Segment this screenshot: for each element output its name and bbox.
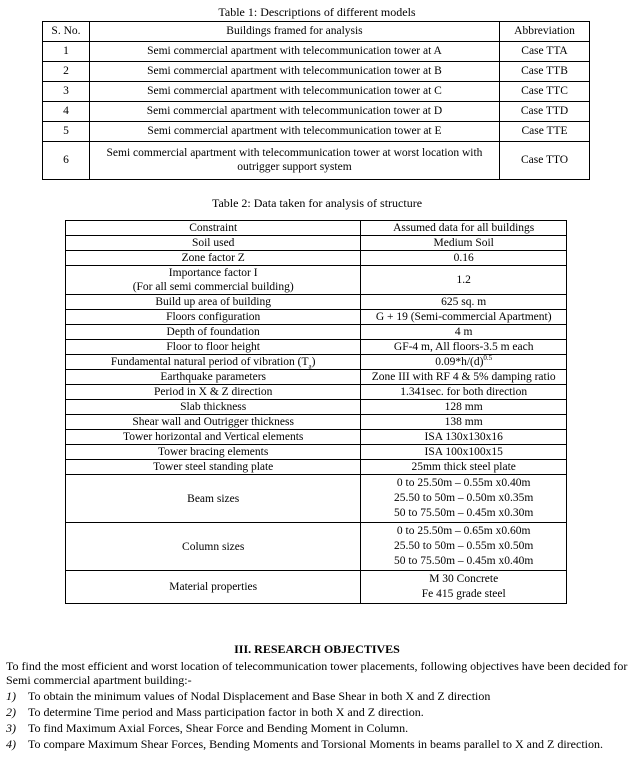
table-row (66, 523, 567, 571)
column-size-line: 25.50 to 50m – 0.55m x0.50m (394, 540, 534, 552)
value-cell: 138 mm (361, 415, 567, 430)
constraint-cell: Soil used (66, 236, 361, 251)
section-heading: III. RESEARCH OBJECTIVES (234, 642, 400, 656)
constraint-cell: Material properties (66, 571, 361, 604)
table-row (43, 122, 590, 142)
constraint-cell: Floor to floor height (66, 340, 361, 355)
constraint-cell: Slab thickness (66, 400, 361, 415)
header-sno: S. No. (43, 22, 90, 42)
table-row (43, 82, 590, 102)
value-cell: 625 sq. m (361, 295, 567, 310)
value-cell: 4 m (361, 325, 567, 340)
value-cell: ISA 100x100x15 (361, 445, 567, 460)
table-row (66, 385, 567, 400)
column-size-line: 0 to 25.50m – 0.65m x0.60m (396, 525, 531, 537)
item-number: 4) (6, 737, 16, 751)
header-assumed-data: Assumed data for all buildings (361, 221, 567, 236)
constraint-cell: Tower steel standing plate (66, 460, 361, 475)
value-cell: GF-4 m, All floors-3.5 m each (361, 340, 567, 355)
table-row (66, 340, 567, 355)
constraint-line: Importance factor I (168, 267, 258, 279)
row-description (89, 142, 499, 180)
constraint-cell: Depth of foundation (66, 325, 361, 340)
table-row (66, 251, 567, 266)
value-cell (361, 355, 567, 370)
table-row (66, 266, 567, 295)
row-description: Semi commercial apartment with telecommunication tower at C (89, 82, 499, 102)
row-abbreviation: Case TTO (500, 142, 590, 180)
constraint-cell (66, 355, 361, 370)
table-row (66, 475, 567, 523)
beam-size-line: 50 to 75.50m – 0.45m x0.30m (394, 507, 534, 519)
row-number: 4 (43, 102, 90, 122)
header-constraint: Constraint (66, 221, 361, 236)
table-row (66, 460, 567, 475)
table1-caption: Table 1: Descriptions of different models (218, 5, 416, 19)
row-abbreviation: Case TTA (500, 42, 590, 62)
constraint-cell (66, 266, 361, 295)
table-header-row (43, 22, 590, 42)
constraint-cell: Beam sizes (66, 475, 361, 523)
value-cell: ISA 130x130x16 (361, 430, 567, 445)
table-row (43, 62, 590, 82)
row-description: Semi commercial apartment with telecommunication tower at D (89, 102, 499, 122)
list-item (6, 704, 630, 720)
table-header-row (66, 221, 567, 236)
table-row (66, 415, 567, 430)
section-intro: To find the most efficient and worst location of telecommunication tower placements, following objectives have been decided for Semi commercial apartment building:- (6, 659, 628, 687)
item-number: 1) (6, 689, 16, 703)
value-cell: Zone III with RF 4 & 5% damping ratio (361, 370, 567, 385)
constraint-cell: Shear wall and Outrigger thickness (66, 415, 361, 430)
description-line: outrigger support system (237, 160, 352, 173)
constraint-line: (For all semi commercial building) (132, 281, 294, 293)
value-cell (361, 571, 567, 604)
description-line: Semi commercial apartment with telecommunication tower at worst location with (106, 146, 483, 159)
table-row (66, 236, 567, 251)
table2-caption: Table 2: Data taken for analysis of structure (211, 196, 423, 210)
header-abbreviation: Abbreviation (500, 22, 590, 42)
constraint-cell: Tower bracing elements (66, 445, 361, 460)
item-number: 2) (6, 705, 16, 719)
analysis-data-table (65, 220, 567, 604)
period-label: Fundamental natural period of vibration (T (110, 356, 309, 368)
table-row (66, 445, 567, 460)
value-cell (361, 475, 567, 523)
material-line: Fe 415 grade steel (421, 588, 506, 600)
period-formula: 0.09*h/(d) (435, 356, 484, 368)
row-abbreviation: Case TTB (500, 62, 590, 82)
column-size-line: 50 to 75.50m – 0.45m x0.40m (394, 555, 534, 567)
value-cell: 1.2 (361, 266, 567, 295)
beam-size-line: 0 to 25.50m – 0.55m x0.40m (396, 477, 531, 489)
row-number: 1 (43, 42, 90, 62)
item-text: To determine Time period and Mass participation factor in both X and Z direction. (28, 705, 424, 719)
period-subscript: a (308, 362, 312, 371)
row-abbreviation: Case TTD (500, 102, 590, 122)
item-number: 3) (6, 721, 16, 735)
value-cell (361, 523, 567, 571)
constraint-cell: Column sizes (66, 523, 361, 571)
table-row (66, 400, 567, 415)
value-cell: G + 19 (Semi-commercial Apartment) (361, 310, 567, 325)
list-item (6, 736, 630, 752)
period-exponent: 0.5 (483, 354, 493, 363)
table-row (66, 310, 567, 325)
row-description: Semi commercial apartment with telecommunication tower at A (89, 42, 499, 62)
constraint-cell: Floors configuration (66, 310, 361, 325)
row-number: 5 (43, 122, 90, 142)
table-row (66, 355, 567, 370)
table-row (43, 142, 590, 180)
constraint-cell: Build up area of building (66, 295, 361, 310)
constraint-cell: Period in X & Z direction (66, 385, 361, 400)
value-cell: 128 mm (361, 400, 567, 415)
table-row (66, 325, 567, 340)
table-row (43, 102, 590, 122)
constraint-cell: Tower horizontal and Vertical elements (66, 430, 361, 445)
row-number: 6 (43, 142, 90, 180)
item-text: To find Maximum Axial Forces, Shear Force and Bending Moment in Column. (28, 721, 409, 735)
row-abbreviation: Case TTC (500, 82, 590, 102)
list-item (6, 688, 630, 704)
value-cell: Medium Soil (361, 236, 567, 251)
constraint-cell: Earthquake parameters (66, 370, 361, 385)
objectives-list (6, 688, 630, 752)
table-row (66, 295, 567, 310)
constraint-cell: Zone factor Z (66, 251, 361, 266)
models-table (42, 21, 590, 180)
row-number: 3 (43, 82, 90, 102)
row-abbreviation: Case TTE (500, 122, 590, 142)
table-row (43, 42, 590, 62)
value-cell: 1.341sec. for both direction (361, 385, 567, 400)
table-row (66, 571, 567, 604)
value-cell: 25mm thick steel plate (361, 460, 567, 475)
table-row (66, 370, 567, 385)
value-cell: 0.16 (361, 251, 567, 266)
list-item (6, 720, 630, 736)
item-text: To compare Maximum Shear Forces, Bending Moments and Torsional Moments in beams parallel to X and Z direction. (28, 737, 603, 751)
beam-size-line: 25.50 to 50m – 0.50m x0.35m (394, 492, 534, 504)
table-row (66, 430, 567, 445)
row-description: Semi commercial apartment with telecommunication tower at B (89, 62, 499, 82)
row-description: Semi commercial apartment with telecommunication tower at E (89, 122, 499, 142)
material-line: M 30 Concrete (429, 573, 499, 585)
header-buildings: Buildings framed for analysis (89, 22, 499, 42)
period-close: ) (311, 356, 316, 368)
item-text: To obtain the minimum values of Nodal Displacement and Base Shear in both X and Z direction (28, 689, 491, 703)
row-number: 2 (43, 62, 90, 82)
